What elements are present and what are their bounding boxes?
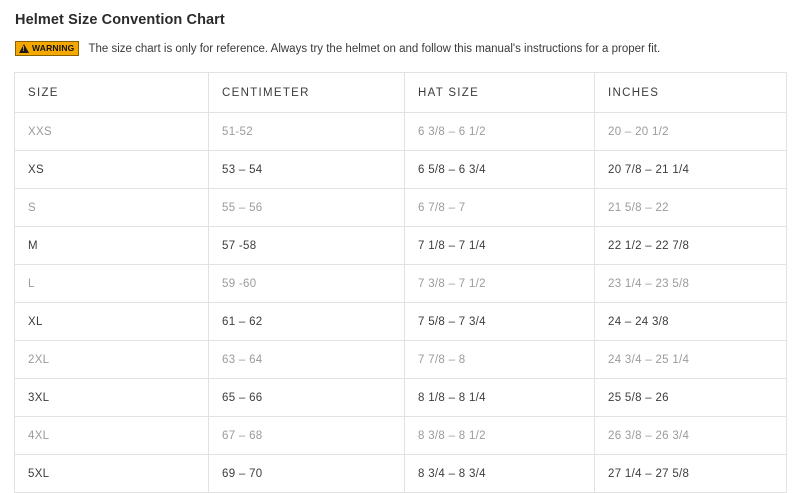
table-row (15, 227, 787, 265)
warning-notice (15, 41, 786, 56)
column-header-hat-size: HAT SIZE (405, 73, 595, 113)
cell-size: 5XL (15, 455, 209, 493)
cell-hat-size: 6 7/8 – 7 (405, 189, 595, 227)
cell-inches: 25 5/8 – 26 (595, 379, 787, 417)
table-body (15, 113, 787, 493)
column-header-size: SIZE (15, 73, 209, 113)
cell-inches: 21 5/8 – 22 (595, 189, 787, 227)
warning-badge (15, 41, 79, 56)
cell-size: M (15, 227, 209, 265)
warning-badge-label: WARNING (32, 43, 75, 53)
cell-size: XL (15, 303, 209, 341)
table-row (15, 113, 787, 151)
table-row (15, 151, 787, 189)
cell-inches: 27 1/4 – 27 5/8 (595, 455, 787, 493)
cell-centimeter: 61 – 62 (209, 303, 405, 341)
cell-hat-size: 6 3/8 – 6 1/2 (405, 113, 595, 151)
cell-inches: 20 7/8 – 21 1/4 (595, 151, 787, 189)
cell-hat-size: 7 5/8 – 7 3/4 (405, 303, 595, 341)
cell-hat-size: 6 5/8 – 6 3/4 (405, 151, 595, 189)
warning-notice-text: The size chart is only for reference. Always try the helmet on and follow this manual's instructions for a proper fit. (88, 42, 661, 55)
table-row (15, 341, 787, 379)
table-row (15, 303, 787, 341)
column-header-inches: INCHES (595, 73, 787, 113)
cell-hat-size: 7 7/8 – 8 (405, 341, 595, 379)
cell-hat-size: 7 1/8 – 7 1/4 (405, 227, 595, 265)
table-row (15, 265, 787, 303)
cell-centimeter: 65 – 66 (209, 379, 405, 417)
cell-inches: 24 3/4 – 25 1/4 (595, 341, 787, 379)
cell-centimeter: 67 – 68 (209, 417, 405, 455)
cell-hat-size: 7 3/8 – 7 1/2 (405, 265, 595, 303)
page-title: Helmet Size Convention Chart (15, 12, 225, 28)
cell-centimeter: 57 -58 (209, 227, 405, 265)
cell-size: 3XL (15, 379, 209, 417)
column-header-centimeter: CENTIMETER (209, 73, 405, 113)
cell-size: 4XL (15, 417, 209, 455)
cell-centimeter: 53 – 54 (209, 151, 405, 189)
cell-inches: 23 1/4 – 23 5/8 (595, 265, 787, 303)
cell-inches: 22 1/2 – 22 7/8 (595, 227, 787, 265)
cell-size: XS (15, 151, 209, 189)
cell-size: XXS (15, 113, 209, 151)
cell-centimeter: 69 – 70 (209, 455, 405, 493)
table-row (15, 417, 787, 455)
cell-centimeter: 55 – 56 (209, 189, 405, 227)
cell-hat-size: 8 1/8 – 8 1/4 (405, 379, 595, 417)
table-header-row (15, 73, 787, 113)
cell-centimeter: 59 -60 (209, 265, 405, 303)
cell-hat-size: 8 3/8 – 8 1/2 (405, 417, 595, 455)
table-row (15, 379, 787, 417)
table-row (15, 189, 787, 227)
warning-triangle-icon (19, 44, 29, 53)
cell-hat-size: 8 3/4 – 8 3/4 (405, 455, 595, 493)
cell-inches: 24 – 24 3/8 (595, 303, 787, 341)
helmet-size-table (14, 72, 787, 493)
cell-inches: 26 3/8 – 26 3/4 (595, 417, 787, 455)
table-row (15, 455, 787, 493)
cell-size: S (15, 189, 209, 227)
cell-centimeter: 63 – 64 (209, 341, 405, 379)
cell-inches: 20 – 20 1/2 (595, 113, 787, 151)
cell-centimeter: 51-52 (209, 113, 405, 151)
cell-size: 2XL (15, 341, 209, 379)
cell-size: L (15, 265, 209, 303)
